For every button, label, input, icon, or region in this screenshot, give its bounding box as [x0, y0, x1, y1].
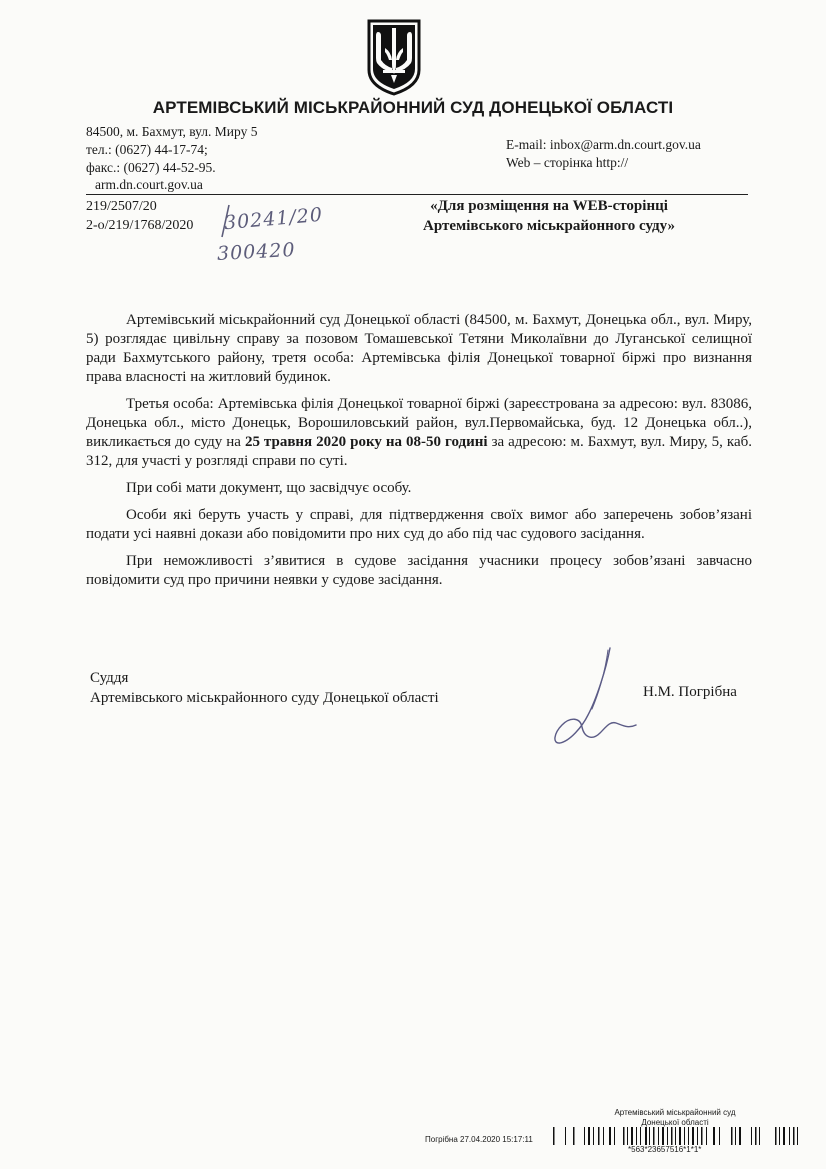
e-stamp-court-line2: Донецької області: [641, 1118, 709, 1127]
court-site: arm.dn.court.gov.ua: [95, 177, 203, 192]
paragraph-case: Артемівський міськрайонний суд Донецької області (84500, м. Бахмут, Донецька обл., вул. Миру, 5) розглядає цивільну справу за позовом Томашевської Тетяни Миколаївни до Луганської селищної ради Бахмутського району, третя особа: Артемівська філія Донецької товарної біржі про визнання права власності на житловий будинок.: [86, 312, 752, 385]
summons-body: [86, 311, 752, 590]
contacts-right: [506, 136, 701, 172]
case-number-2: 2-о/219/1768/2020: [86, 218, 194, 233]
paragraph-summons: [86, 395, 752, 471]
contacts-left: [86, 123, 257, 177]
summons-text-end: за адресою: м. Бахмут, вул. Миру, 5, каб. 312, для участі у розгляді справи по суті.: [86, 434, 753, 469]
e-stamp-court-line1: Артемівський міськрайонний суд: [614, 1108, 736, 1117]
web-notice-line2: Артемівського міськрайонного суду»: [423, 218, 675, 234]
judge-name: Н.М. Погрібна: [643, 684, 737, 700]
summons-text-start: Третья особа: Артемівська філія Донецької товарної біржі (зареєстрована за адресою: вул. 83086, Донецька обл., місто Донецьк, Ворошиловський район, вул.Первомайська, буд. 12 Донецька обл..), викликається до суду на: [86, 396, 752, 450]
barcode-icon: [553, 1127, 799, 1145]
case-number-1: 219/2507/20: [86, 199, 157, 214]
header-divider: [86, 194, 748, 195]
court-title: АРТЕМІВСЬКИЙ МІСЬКРАЙОННИЙ СУД ДОНЕЦЬКОЇ ОБЛАСТІ: [152, 98, 674, 117]
court-web: Web – сторінка http://: [506, 155, 629, 170]
barcode-text: *563*23657516*1*1*: [628, 1145, 702, 1154]
hearing-datetime: 25 травня 2020 року на 08-50 годині: [244, 434, 488, 450]
web-notice: [384, 196, 714, 236]
handwritten-reg-number: 30241/20: [223, 203, 324, 235]
web-notice-line1: «Для розміщення на WEB-сторінці: [430, 198, 668, 214]
paragraph-evidence: Особи які беруть участь у справі, для підтвердження своїх вимог або заперечень зобов’язані подати усі наявні докази або повідомити про них суд до або під час судового засідання.: [86, 507, 752, 542]
judge-title-line2: Артемівського міськрайонного суду Донецької області: [90, 690, 439, 706]
court-fax: факс.: (0627) 44-52-95.: [86, 160, 216, 175]
judge-title-line1: Суддя: [90, 670, 129, 686]
court-address: 84500, м. Бахмут, вул. Миру 5: [86, 124, 258, 139]
judge-title: [90, 668, 439, 708]
case-numbers: [86, 197, 193, 235]
paragraph-absence: При неможливості з’явитися в судове засідання учасники процесу зобов’язані завчасно повідомити суд про причини неявки у судове засідання.: [86, 553, 752, 588]
e-stamp-court: [590, 1108, 760, 1128]
court-email: E-mail: inbox@arm.dn.court.gov.ua: [506, 137, 701, 152]
judge-signature: [548, 645, 648, 750]
paragraph-document: При собі мати документ, що засвідчує особу.: [126, 480, 412, 496]
handwritten-date: 300420: [216, 238, 297, 266]
e-stamp-signed: Погрібна 27.04.2020 15:17:11: [425, 1135, 533, 1144]
ukraine-trident-emblem-icon: [365, 18, 423, 96]
court-phone: тел.: (0627) 44-17-74;: [86, 142, 208, 157]
